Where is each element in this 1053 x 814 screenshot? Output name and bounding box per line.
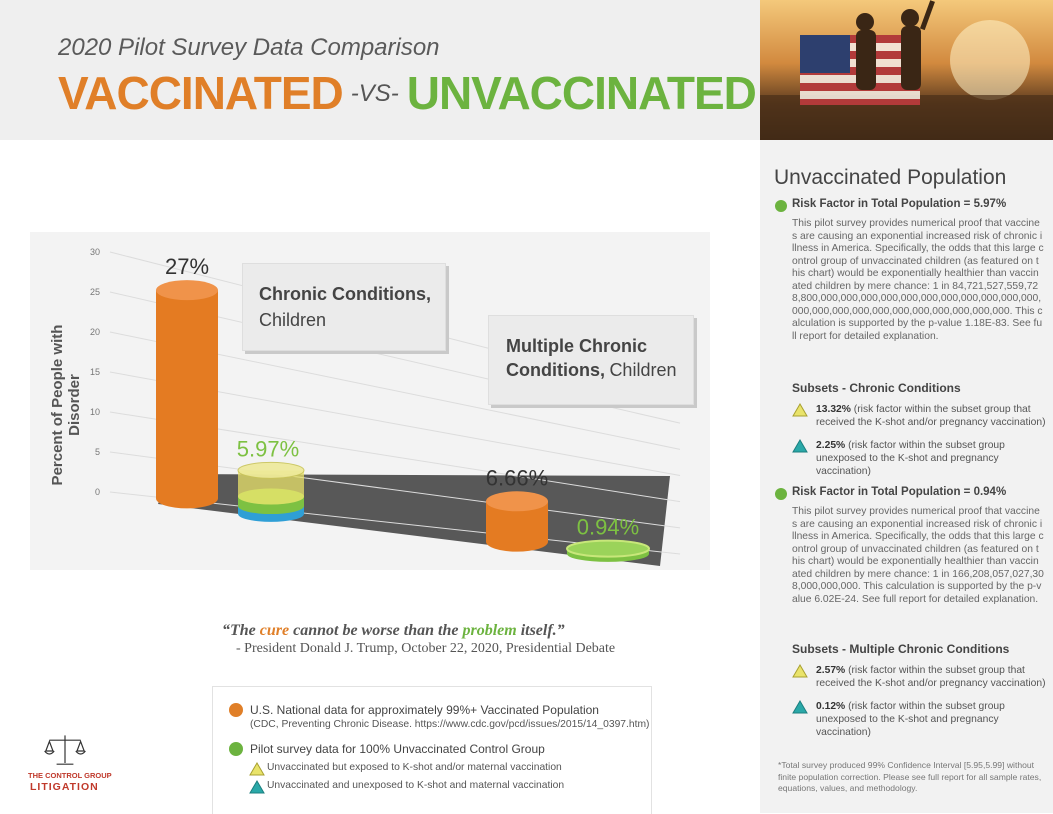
subset2a-text: 2.57% (risk factor within the subset group that received the K-shot and/or pregnancy vaccination) [816, 665, 1046, 689]
bar-top-1-1 [567, 541, 649, 557]
legend-unexposed: Unvaccinated and unexposed to K-shot and maternal vaccination [267, 780, 565, 791]
bar-top-0-0 [156, 280, 218, 300]
title-vaccinated: VACCINATED [58, 67, 343, 119]
legend-yellow-triangle-icon [249, 762, 265, 776]
legend-teal-triangle-icon [249, 780, 265, 794]
logo-line1: THE CONTROL GROUP [28, 771, 112, 780]
legend-vaccinated-title: U.S. National data for approximately 99%+ Vaccinated Population [250, 703, 599, 717]
trump-quote: “The cure cannot be worse than the problem itself.” [222, 622, 565, 639]
subset1b-text: 2.25% (risk factor within the subset group unexposed to the K-shot and pregnancy vaccination) [816, 440, 1005, 477]
data-label-1-0: 6.66% [485, 465, 549, 491]
quote-cure: cure [259, 622, 290, 639]
subset1a-text: 13.32% (risk factor within the subset group that received the K-shot and/or pregnancy vaccination) [816, 404, 1046, 428]
callout-chronic-normal: Children [259, 310, 327, 330]
sidebar-footnote: *Total survey produced 99% Confidence Interval [5.95,5.99] without finite population correction. Please see full report for all sample rates, equations, values, and methodology. [778, 760, 1042, 793]
rf2-green-dot [775, 488, 787, 500]
quote-problem: problem [462, 622, 517, 639]
bar-0-0 [156, 290, 218, 508]
y-tick-label: 0 [94, 487, 100, 497]
rf1-green-dot [775, 200, 787, 212]
page-title [58, 66, 756, 120]
bar-top-0-1 [238, 462, 304, 478]
y-tick-label: 30 [89, 247, 100, 257]
page-subtitle: 2020 Pilot Survey Data Comparison [58, 34, 440, 61]
y-tick-label: 25 [89, 287, 100, 297]
callout-chronic [242, 263, 446, 351]
subset2b-text: 0.12% (risk factor within the subset group unexposed to the K-shot and pregnancy vaccination) [816, 701, 1005, 738]
legend-orange-dot [229, 703, 243, 717]
logo-line2: LITIGATION [30, 781, 99, 793]
subsets-multiple-heading: Subsets - Multiple Chronic Conditions [792, 642, 1010, 656]
callout-multiple-line2: Conditions, Children [506, 360, 677, 380]
risk-factor-2: Risk Factor in Total Population = 0.94% [792, 486, 1007, 498]
legend-vaccinated-source: (CDC, Preventing Chronic Disease. https://www.cdc.gov/pcd/issues/2015/14_0397.htm) [250, 719, 650, 730]
legend-green-dot [229, 742, 243, 756]
risk-factor-1: Risk Factor in Total Population = 5.97% [792, 198, 1007, 210]
subset2b-teal-triangle-icon [792, 700, 808, 714]
bar-top-1-0 [486, 491, 548, 511]
y-tick-label: 10 [89, 407, 100, 417]
data-label-1-1: 0.94% [576, 514, 640, 540]
subset1b-teal-triangle-icon [792, 439, 808, 453]
risk-factor-1-paragraph: This pilot survey provides numerical proof that vaccines are causing an exponential increased risk of chronic illness in America. Specifically, the odds that this large control group of unvaccinated children (as featured on this chart) would be exponentially healthier than vaccinated children by mere chance: 1 in 84,721,527,559,728,800,000,000,000,000,000,000,000,000,000,000,000,000,000,000,000,000,000,000,000,000,000,000. This calculation is supported by the p-value 1.18E-83. See full report for detailed explanation. [792, 218, 1044, 342]
y-tick-label: 5 [94, 447, 100, 457]
legend-exposed: Unvaccinated but exposed to K-shot and/or maternal vaccination [267, 762, 562, 773]
y-tick-label: 15 [89, 367, 100, 377]
callout-chronic-bold: Chronic Conditions, [259, 284, 431, 304]
data-label-0-0: 27% [164, 254, 210, 280]
risk-factor-2-paragraph: This pilot survey provides numerical proof that vaccines are causing an exponential increased risk of chronic illness in America. Specifically, the odds that this large control group of unvaccinated children (as featured on this chart) would be exponentially healthier than vaccinated children by mere chance: 1 in 166,208,057,027,308,000,000,000. This calculation is supported by the p-value 6.02E-24. See full report for detailed explanation. [792, 506, 1044, 605]
subset2a-yellow-triangle-icon [792, 664, 808, 678]
callout-multiple-bold-1: Multiple Chronic [506, 336, 647, 356]
y-tick-label: 20 [89, 327, 100, 337]
legend-unvaccinated-title: Pilot survey data for 100% Unvaccinated Control Group [250, 742, 545, 756]
subsets-chronic-heading: Subsets - Chronic Conditions [792, 381, 961, 395]
subset1a-yellow-triangle-icon [792, 403, 808, 417]
y-axis-label: Percent of People with Disorder [49, 324, 83, 486]
callout-multiple [488, 315, 694, 405]
header-photo [760, 0, 1053, 140]
quote-attribution: - President Donald J. Trump, October 22, 2020, Presidential Debate [236, 641, 616, 656]
sidebar-title: Unvaccinated Population [774, 166, 1007, 189]
title-unvaccinated: UNVACCINATED [406, 67, 756, 119]
data-label-0-1: 5.97% [236, 436, 300, 462]
scales-logo-icon [40, 733, 90, 769]
title-vs: -VS- [350, 80, 399, 107]
